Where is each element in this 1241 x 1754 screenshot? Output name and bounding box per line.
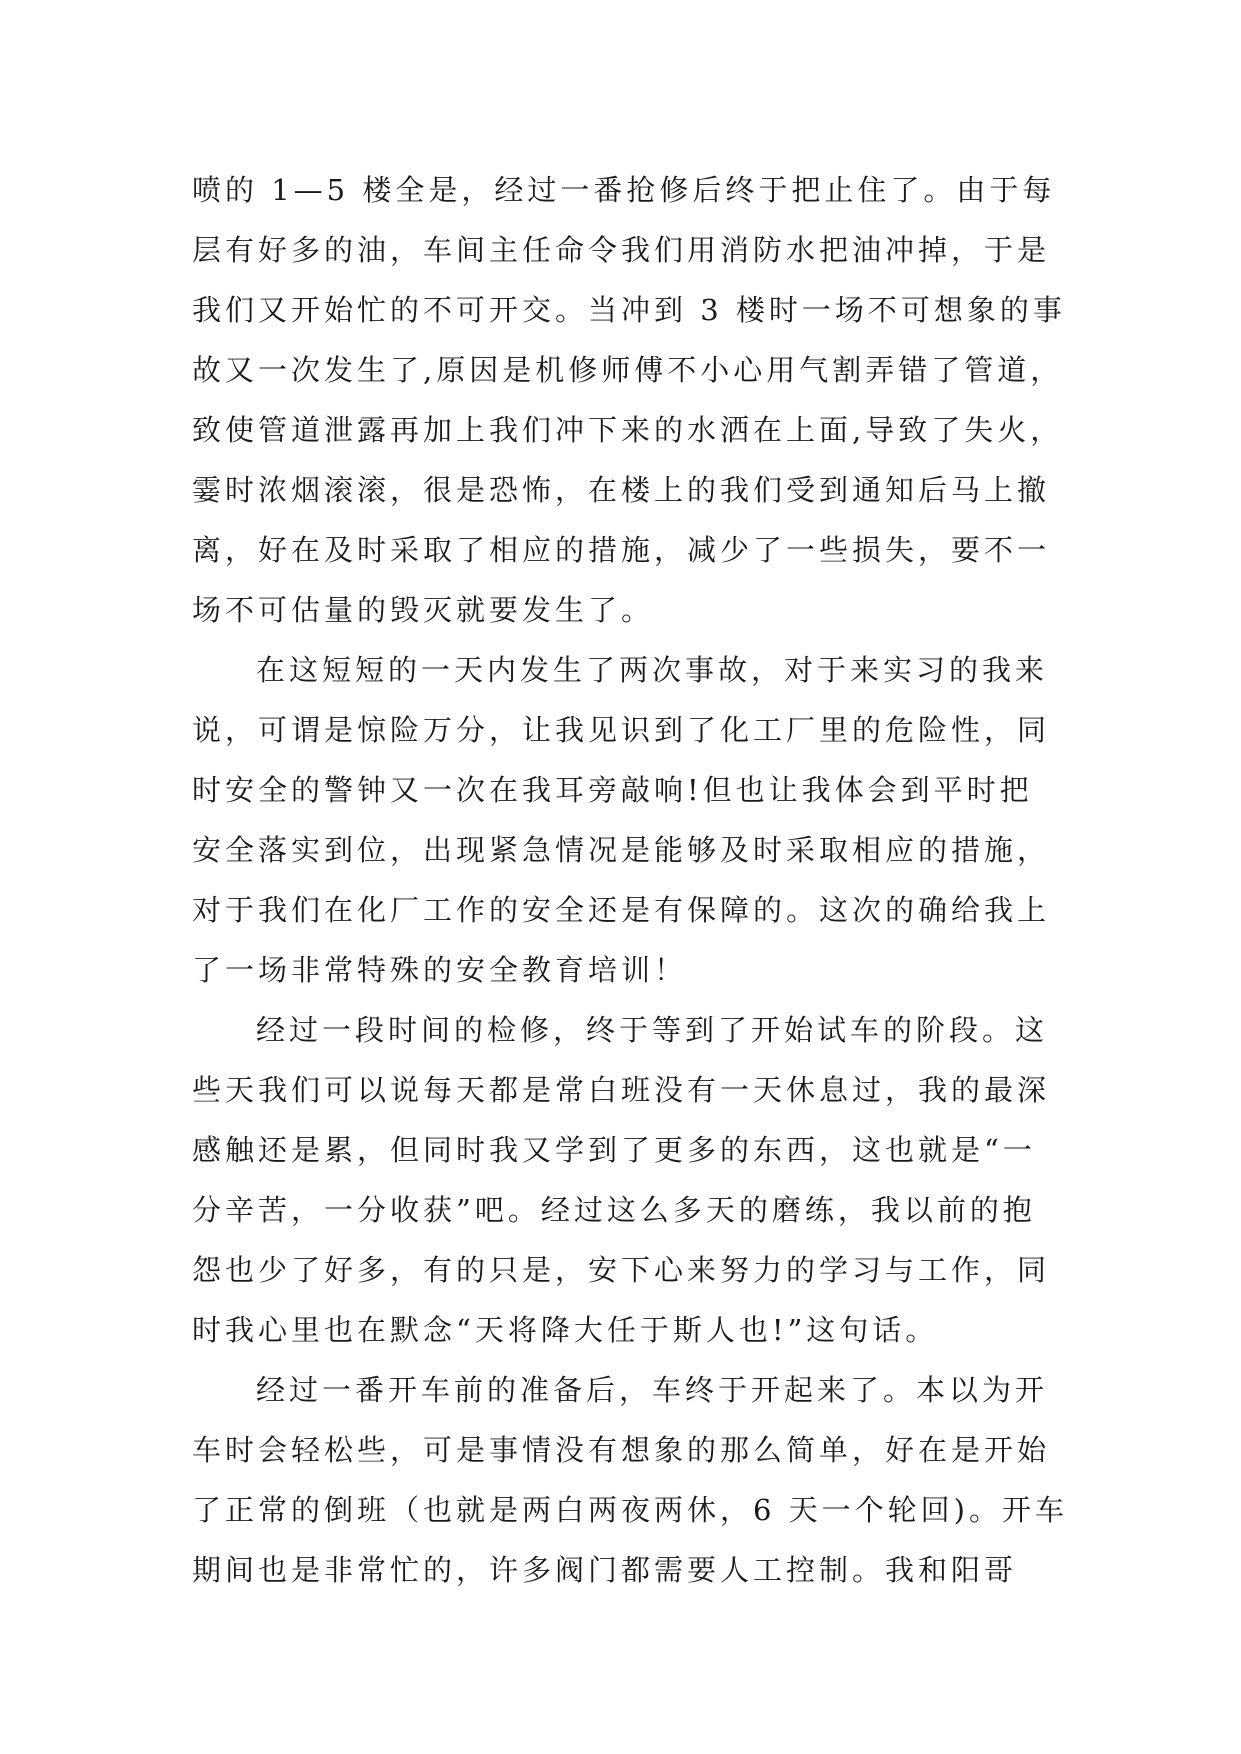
text-line: 对于我们在化厂工作的安全还是有保障的。这次的确给我上 [192,893,1051,927]
text-line: 在这短短的一天内发生了两次事故，对于来实习的我来 [256,653,1049,687]
text-line: 致使管道泄露再加上我们冲下来的水洒在上面,导致了失火， [192,413,1064,447]
text-line: 经过一段时间的检修，终于等到了开始试车的阶段。这 [256,1013,1049,1047]
text-line: 分辛苦，一分收获”吧。经过这么多天的磨练，我以前的抱 [192,1193,1036,1227]
text-line: 怨也少了好多，有的只是，安下心来努力的学习与工作，同 [192,1253,1051,1287]
text-line: 时我心里也在默念“天将降大任于斯人也!”这句话。 [192,1313,939,1347]
text-line: 车时会轻松些，可是事情没有想象的那么简单，好在是开始 [192,1433,1051,1467]
text-line: 了一场非常特殊的安全教育培训！ [192,953,688,987]
text-line: 场不可估量的毁灭就要发生了。 [192,593,655,627]
text-line: 层有好多的油，车间主任命令我们用消防水把油冲掉，于是 [192,233,1051,267]
text-line: 离，好在及时采取了相应的措施，减少了一些损失，要不一 [192,533,1051,567]
text-line: 说，可谓是惊险万分，让我见识到了化工厂里的危险性，同 [192,713,1051,747]
text-line: 了正常的倒班（也就是两白两夜两休，6 天一个轮回)。开车 [192,1493,1068,1527]
text-line: 些天我们可以说每天都是常白班没有一天休息过，我的最深 [192,1073,1051,1107]
text-line: 感触还是累，但同时我又学到了更多的东西，这也就是“一 [192,1133,1036,1167]
text-line: 时安全的警钟又一次在我耳旁敲响!但也让我体会到平时把 [192,773,1033,807]
text-line: 安全落实到位，出现紧急情况是能够及时采取相应的措施， [192,833,1051,867]
text-line: 期间也是非常忙的，许多阀门都需要人工控制。我和阳哥 [192,1553,1018,1587]
text-line: 霎时浓烟滚滚，很是恐怖，在楼上的我们受到通知后马上撤 [192,473,1051,507]
text-line: 喷的 1—5 楼全是，经过一番抢修后终于把止住了。由于每 [192,173,1056,207]
text-line: 经过一番开车前的准备后，车终于开起来了。本以为开 [256,1373,1049,1407]
text-line: 我们又开始忙的不可开交。当冲到 3 楼时一场不可想象的事 [192,293,1066,327]
document-body [192,160,1068,1600]
text-line: 故又一次发生了,原因是机修师傅不小心用气割弄错了管道， [192,353,1064,387]
